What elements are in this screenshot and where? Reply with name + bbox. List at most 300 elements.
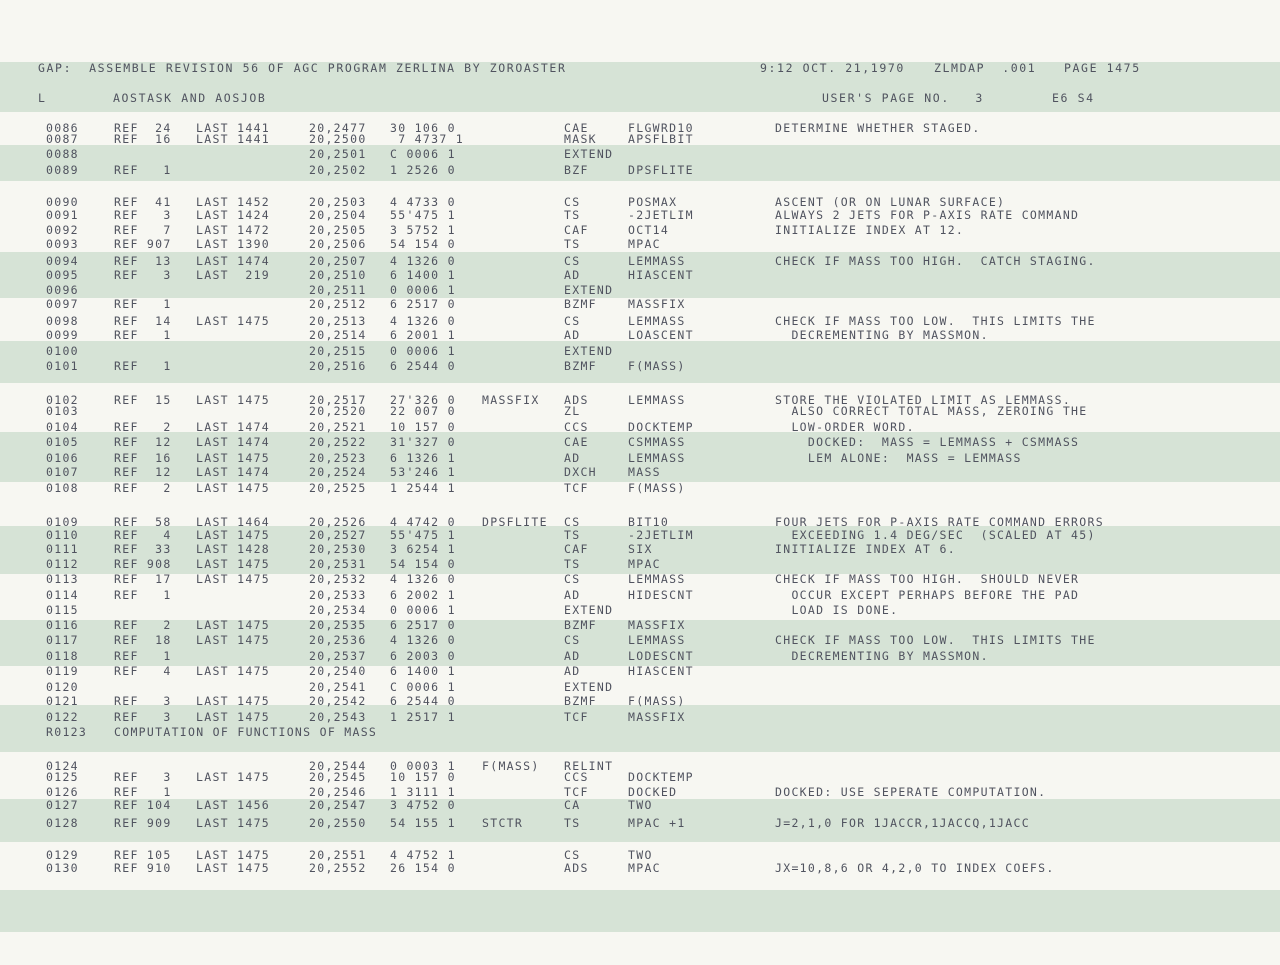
opcode: TS [564,557,581,571]
line-number: 0108 [46,481,79,495]
address: 20,2542 [309,694,367,708]
opcode: MASK [564,132,597,146]
ref-count: REF 3 [114,694,172,708]
opcode: EXTEND [564,680,614,694]
opcode: AD [564,451,581,465]
ref-count: REF 104 [114,798,172,812]
listing-line [0,771,1280,784]
address: 20,2513 [309,314,367,328]
line-number: 0116 [46,618,79,632]
listing-line [0,360,1280,373]
timestamp: 9:12 OCT. 21,1970 [760,61,905,75]
listing-line [0,315,1280,328]
address: 20,2522 [309,435,367,449]
operand: SIX [628,542,653,556]
opcode: CAF [564,223,589,237]
listing-line [0,284,1280,297]
last-ref: LAST 1475 [196,664,271,678]
listing-line [0,604,1280,617]
last-ref: LAST 1475 [196,393,271,407]
listing-marker: L [38,91,47,105]
operand: LOASCENT [628,328,694,342]
address: 20,2552 [309,861,367,875]
ref-count: REF 24 [114,121,172,135]
ref-count: REF 18 [114,633,172,647]
ref-count: REF 3 [114,710,172,724]
comment: DOCKED: USE SEPERATE COMPUTATION. [775,785,1047,799]
ref-count: REF 16 [114,451,172,465]
last-ref: LAST 1474 [196,465,271,479]
last-ref: LAST 219 [196,268,271,282]
comment: ALSO CORRECT TOTAL MASS, ZEROING THE [775,404,1088,418]
ref-count: REF 14 [114,314,172,328]
last-ref: LAST 1390 [196,237,271,251]
label: F(MASS) [482,759,540,773]
listing-line [0,681,1280,694]
line-number: 0102 [46,393,79,407]
line-number: 0120 [46,680,79,694]
operand: -2JETLIM [628,528,694,542]
address: 20,2535 [309,618,367,632]
operand: LEMMASS [628,451,686,465]
operand: HIASCENT [628,664,694,678]
object-code: C 0006 1 [390,680,456,694]
line-number: 0094 [46,254,79,268]
address: 20,2505 [309,223,367,237]
listing-line [0,405,1280,418]
paper-band [0,890,1280,932]
line-number: 0099 [46,328,79,342]
opcode: AD [564,649,581,663]
opcode: EXTEND [564,283,614,297]
ref-count: REF 2 [114,618,172,632]
object-code: 6 1400 1 [390,664,456,678]
comment: CHECK IF MASS TOO LOW. THIS LIMITS THE [775,633,1096,647]
operand: POSMAX [628,195,678,209]
object-code: 0 0006 1 [390,283,456,297]
address: 20,2506 [309,237,367,251]
last-ref: LAST 1424 [196,208,271,222]
operand: HIDESCNT [628,588,694,602]
line-number: 0107 [46,465,79,479]
opcode: BZMF [564,359,597,373]
object-code: 3 5752 1 [390,223,456,237]
line-number: 0117 [46,633,79,647]
listing-line [0,695,1280,708]
ref-count: REF 3 [114,268,172,282]
line-number: 0114 [46,588,79,602]
address: 20,2540 [309,664,367,678]
operand: F(MASS) [628,694,686,708]
object-code: 10 157 0 [390,770,456,784]
operand: MPAC +1 [628,816,686,830]
ref-count: REF 1 [114,297,172,311]
line-number: 0090 [46,195,79,209]
listing-line [0,558,1280,571]
operand: LODESCNT [628,649,694,663]
last-ref: LAST 1474 [196,420,271,434]
address: 20,2544 [309,759,367,773]
line-number: 0110 [46,528,79,542]
object-code: 27'326 0 [390,393,456,407]
ref-count: REF 2 [114,420,172,434]
label: STCTR [482,816,524,830]
comment: INITIALIZE INDEX AT 12. [775,223,965,237]
ref-count: REF 4 [114,664,172,678]
object-code: 1 2517 1 [390,710,456,724]
operand: DOCKED [628,785,678,799]
opcode: RELINT [564,759,614,773]
listing-line [0,665,1280,678]
address: 20,2511 [309,283,367,297]
listing-line [0,711,1280,724]
last-ref: LAST 1452 [196,195,271,209]
operand: CSMMASS [628,435,686,449]
ref-count: REF 908 [114,557,172,571]
comment: LOW-ORDER WORD. [775,420,915,434]
opcode: DXCH [564,465,597,479]
line-number: 0118 [46,649,79,663]
line-number: 0087 [46,132,79,146]
listing-line [0,133,1280,146]
ref-count: REF 2 [114,481,172,495]
address: 20,2534 [309,603,367,617]
address: 20,2523 [309,451,367,465]
operand: LEMMASS [628,314,686,328]
object-code: 30 106 0 [390,121,456,135]
comment: ASCENT (OR ON LUNAR SURFACE) [775,195,1006,209]
ref-count: REF 1 [114,588,172,602]
opcode: TS [564,208,581,222]
address: 20,2504 [309,208,367,222]
ref-count: REF 16 [114,132,172,146]
line-number: 0111 [46,542,79,556]
comment: ALWAYS 2 JETS FOR P-AXIS RATE COMMAND [775,208,1080,222]
line-number: 0126 [46,785,79,799]
address: 20,2521 [309,420,367,434]
line-number: 0115 [46,603,79,617]
last-ref: LAST 1472 [196,223,271,237]
address: 20,2515 [309,344,367,358]
object-code: C 0006 1 [390,147,456,161]
comment: FOUR JETS FOR P-AXIS RATE COMMAND ERRORS [775,515,1104,529]
listing-line [0,421,1280,434]
object-code: 10 157 0 [390,420,456,434]
operand: F(MASS) [628,359,686,373]
listing-line [0,269,1280,282]
comment: CHECK IF MASS TOO HIGH. CATCH STAGING. [775,254,1096,268]
address: 20,2541 [309,680,367,694]
object-code: 3 4752 0 [390,798,456,812]
opcode: BZMF [564,694,597,708]
line-number: R0123 [46,725,88,739]
last-ref: LAST 1475 [196,314,271,328]
ref-count: REF 58 [114,515,172,529]
opcode: EXTEND [564,147,614,161]
object-code: 22 007 0 [390,404,456,418]
line-number: 0100 [46,344,79,358]
listing-line [0,466,1280,479]
line-number: 0129 [46,848,79,862]
ref-count: REF 33 [114,542,172,556]
line-number: 0104 [46,420,79,434]
line-number: 0121 [46,694,79,708]
opcode: BZF [564,163,589,177]
listing-line [0,817,1280,830]
last-ref: LAST 1475 [196,572,271,586]
opcode: AD [564,328,581,342]
ref-count: REF 17 [114,572,172,586]
address: 20,2517 [309,393,367,407]
address: 20,2546 [309,785,367,799]
address: 20,2543 [309,710,367,724]
opcode: CAF [564,542,589,556]
ref-count: COMPUTATION OF FUNCTIONS OF MASS [114,725,378,739]
opcode: CAE [564,435,589,449]
address: 20,2530 [309,542,367,556]
object-code: 54 154 0 [390,557,456,571]
ref-count: REF 15 [114,393,172,407]
opcode: ADS [564,393,589,407]
ref-count: REF 13 [114,254,172,268]
opcode: CAE [564,121,589,135]
comment: OCCUR EXCEPT PERHAPS BEFORE THE PAD [775,588,1080,602]
line-number: 0105 [46,435,79,449]
ref-count: REF 41 [114,195,172,209]
object-code: 4 1326 0 [390,254,456,268]
last-ref: LAST 1475 [196,481,271,495]
line-number: 0089 [46,163,79,177]
line-number: 0124 [46,759,79,773]
operand: MASS [628,465,661,479]
object-code: 7 4737 1 [390,132,465,146]
line-number: 0106 [46,451,79,465]
ref-count: REF 105 [114,848,172,862]
address: 20,2503 [309,195,367,209]
comment: EXCEEDING 1.4 DEG/SEC (SCALED AT 45) [775,528,1096,542]
comment: INITIALIZE INDEX AT 6. [775,542,956,556]
opcode: TS [564,237,581,251]
last-ref: LAST 1441 [196,132,271,146]
line-number: 0097 [46,297,79,311]
last-ref: LAST 1474 [196,435,271,449]
operand: F(MASS) [628,481,686,495]
object-code: 1 2526 0 [390,163,456,177]
object-code: 6 2544 0 [390,694,456,708]
line-number: 0109 [46,515,79,529]
ref-count: REF 7 [114,223,172,237]
line-number: 0127 [46,798,79,812]
line-number: 0130 [46,861,79,875]
last-ref: LAST 1474 [196,254,271,268]
address: 20,2501 [309,147,367,161]
ref-count: REF 1 [114,785,172,799]
listing-line [0,543,1280,556]
ref-count: REF 3 [114,770,172,784]
address: 20,2502 [309,163,367,177]
ref-count: REF 1 [114,649,172,663]
last-ref: LAST 1428 [196,542,271,556]
line-number: 0122 [46,710,79,724]
ref-count: REF 12 [114,465,172,479]
operand: LEMMASS [628,254,686,268]
operand: MPAC [628,237,661,251]
ref-count: REF 12 [114,435,172,449]
comment: LOAD IS DONE. [775,603,899,617]
ref-count: REF 3 [114,208,172,222]
listing-line [0,164,1280,177]
last-ref: LAST 1475 [196,528,271,542]
ref-count: REF 909 [114,816,172,830]
object-code: 6 1326 1 [390,451,456,465]
object-code: 1 2544 1 [390,481,456,495]
line-number: 0101 [46,359,79,373]
line-number: 0088 [46,147,79,161]
object-code: 1 3111 1 [390,785,456,799]
line-number: 0092 [46,223,79,237]
address: 20,2547 [309,798,367,812]
listing-line [0,862,1280,875]
object-code: 4 1326 0 [390,572,456,586]
operand: LEMMASS [628,393,686,407]
object-code: 54 155 1 [390,816,456,830]
address: 20,2551 [309,848,367,862]
opcode: TCF [564,481,589,495]
opcode: CS [564,515,581,529]
users-page-number: USER'S PAGE NO. 3 [822,91,984,105]
address: 20,2533 [309,588,367,602]
opcode: ADS [564,861,589,875]
line-number: 0103 [46,404,79,418]
object-code: 54 154 0 [390,237,456,251]
listing-line [0,529,1280,542]
object-code: 4 1326 0 [390,633,456,647]
line-number: 0125 [46,770,79,784]
listing-line [0,436,1280,449]
operand: DPSFLITE [628,163,694,177]
listing-line [0,209,1280,222]
address: 20,2477 [309,121,367,135]
listing-code: E6 S4 [1052,91,1095,105]
address: 20,2516 [309,359,367,373]
last-ref: LAST 1475 [196,816,271,830]
operand: DOCKTEMP [628,770,694,784]
opcode: CA [564,798,581,812]
line-number: 0098 [46,314,79,328]
object-code: 6 2002 1 [390,588,456,602]
section-title: AOSTASK AND AOSJOB [113,91,267,105]
opcode: BZMF [564,618,597,632]
address: 20,2537 [309,649,367,663]
address: 20,2527 [309,528,367,542]
opcode: BZMF [564,297,597,311]
object-code: 53'246 1 [390,465,456,479]
object-code: 6 2003 0 [390,649,456,663]
listing-line [0,224,1280,237]
address: 20,2525 [309,481,367,495]
operand: LEMMASS [628,633,686,647]
line-number: 0119 [46,664,79,678]
object-code: 3 6254 1 [390,542,456,556]
operand: -2JETLIM [628,208,694,222]
line-number: 0095 [46,268,79,282]
comment: CHECK IF MASS TOO LOW. THIS LIMITS THE [775,314,1096,328]
opcode: EXTEND [564,344,614,358]
last-ref: LAST 1475 [196,618,271,632]
listing-line [0,634,1280,647]
ref-count: REF 910 [114,861,172,875]
label: DPSFLITE [482,515,548,529]
listing-line [0,329,1280,342]
operand: HIASCENT [628,268,694,282]
program-code: ZLMDAP .001 [934,61,1037,75]
operand: FLGWRD10 [628,121,694,135]
opcode: TS [564,528,581,542]
last-ref: LAST 1464 [196,515,271,529]
comment: DECREMENTING BY MASSMON. [775,328,989,342]
comment: J=2,1,0 FOR 1JACCR,1JACCQ,1JACC [775,816,1030,830]
last-ref: LAST 1475 [196,848,271,862]
ref-count: REF 1 [114,328,172,342]
opcode: CS [564,848,581,862]
listing-line [0,238,1280,251]
operand: MPAC [628,861,661,875]
listing-line [0,255,1280,268]
line-number: 0112 [46,557,79,571]
listing-line [0,573,1280,586]
object-code: 4 4742 0 [390,515,456,529]
opcode: TS [564,816,581,830]
object-code: 6 1400 1 [390,268,456,282]
listing-line [0,482,1280,495]
object-code: 4 4733 0 [390,195,456,209]
assembly-title: GAP: ASSEMBLE REVISION 56 OF AGC PROGRAM ZERLINA BY ZOROASTER [38,61,567,75]
last-ref: LAST 1475 [196,557,271,571]
opcode: ZL [564,404,581,418]
opcode: AD [564,588,581,602]
address: 20,2531 [309,557,367,571]
listing-line [0,650,1280,663]
operand: MASSFIX [628,297,686,311]
opcode: CS [564,195,581,209]
line-number: 0128 [46,816,79,830]
comment: JX=10,8,6 OR 4,2,0 TO INDEX COEFS. [775,861,1055,875]
line-number: 0086 [46,121,79,135]
line-number: 0113 [46,572,79,586]
comment: CHECK IF MASS TOO HIGH. SHOULD NEVER [775,572,1080,586]
comment: DECREMENTING BY MASSMON. [775,649,989,663]
listing-line [0,345,1280,358]
operand: MASSFIX [628,618,686,632]
opcode: TCF [564,710,589,724]
opcode: CS [564,314,581,328]
address: 20,2545 [309,770,367,784]
object-code: 0 0006 1 [390,603,456,617]
address: 20,2512 [309,297,367,311]
object-code: 4 4752 1 [390,848,456,862]
opcode: TCF [564,785,589,799]
last-ref: LAST 1475 [196,710,271,724]
operand: MPAC [628,557,661,571]
operand: TWO [628,848,653,862]
page-label: PAGE 1475 [1064,61,1141,75]
last-ref: LAST 1456 [196,798,271,812]
listing-line [0,619,1280,632]
object-code: 31'327 0 [390,435,456,449]
opcode: CCS [564,770,589,784]
listing-line [0,298,1280,311]
listing-line [0,148,1280,161]
